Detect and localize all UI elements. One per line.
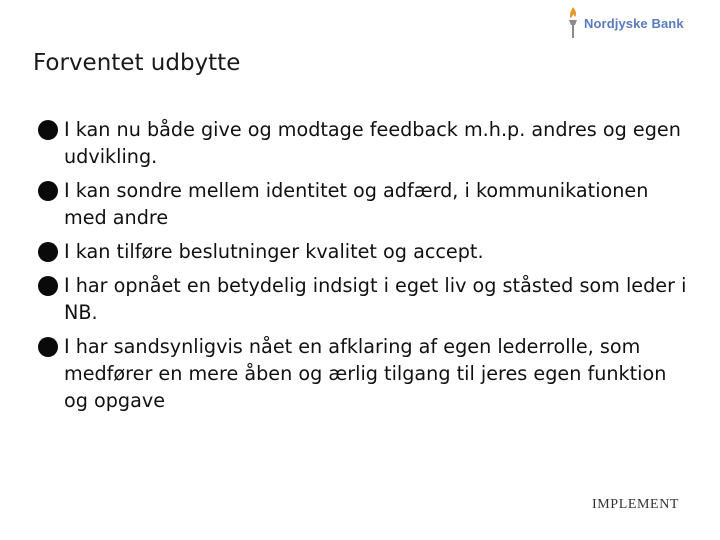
bullet-text: I kan tilføre beslutninger kvalitet og accept. — [64, 240, 484, 263]
bullet-dot-icon — [38, 120, 58, 140]
bullet-item — [38, 238, 688, 265]
bullet-item — [38, 272, 688, 326]
torch-icon — [566, 6, 580, 40]
bullet-text: I kan nu både give og modtage feedback m.h.p. andres og egen udvikling. — [64, 118, 681, 168]
bullet-list — [38, 116, 688, 421]
bullet-dot-icon — [38, 337, 58, 357]
bullet-item — [38, 177, 688, 231]
bullet-item — [38, 116, 688, 170]
logo-text: Nordjyske Bank — [584, 15, 684, 31]
nordjyske-bank-logo — [566, 6, 684, 40]
bullet-dot-icon — [38, 242, 58, 262]
bullet-text: I har opnået en betydelig indsigt i eget liv og ståsted som leder i NB. — [64, 274, 687, 324]
bullet-dot-icon — [38, 181, 58, 201]
bullet-text: I har sandsynligvis nået en afklaring af egen lederrolle, som medfører en mere åben og ærlig tilgang til jeres egen funktion og opgave — [64, 335, 667, 412]
implement-logo: IMPLEMENT — [592, 497, 680, 512]
slide-title: Forventet udbytte — [33, 50, 241, 76]
bullet-dot-icon — [38, 276, 58, 296]
bullet-item — [38, 333, 688, 414]
bullet-text: I kan sondre mellem identitet og adfærd, i kommunikationen med andre — [64, 179, 649, 229]
